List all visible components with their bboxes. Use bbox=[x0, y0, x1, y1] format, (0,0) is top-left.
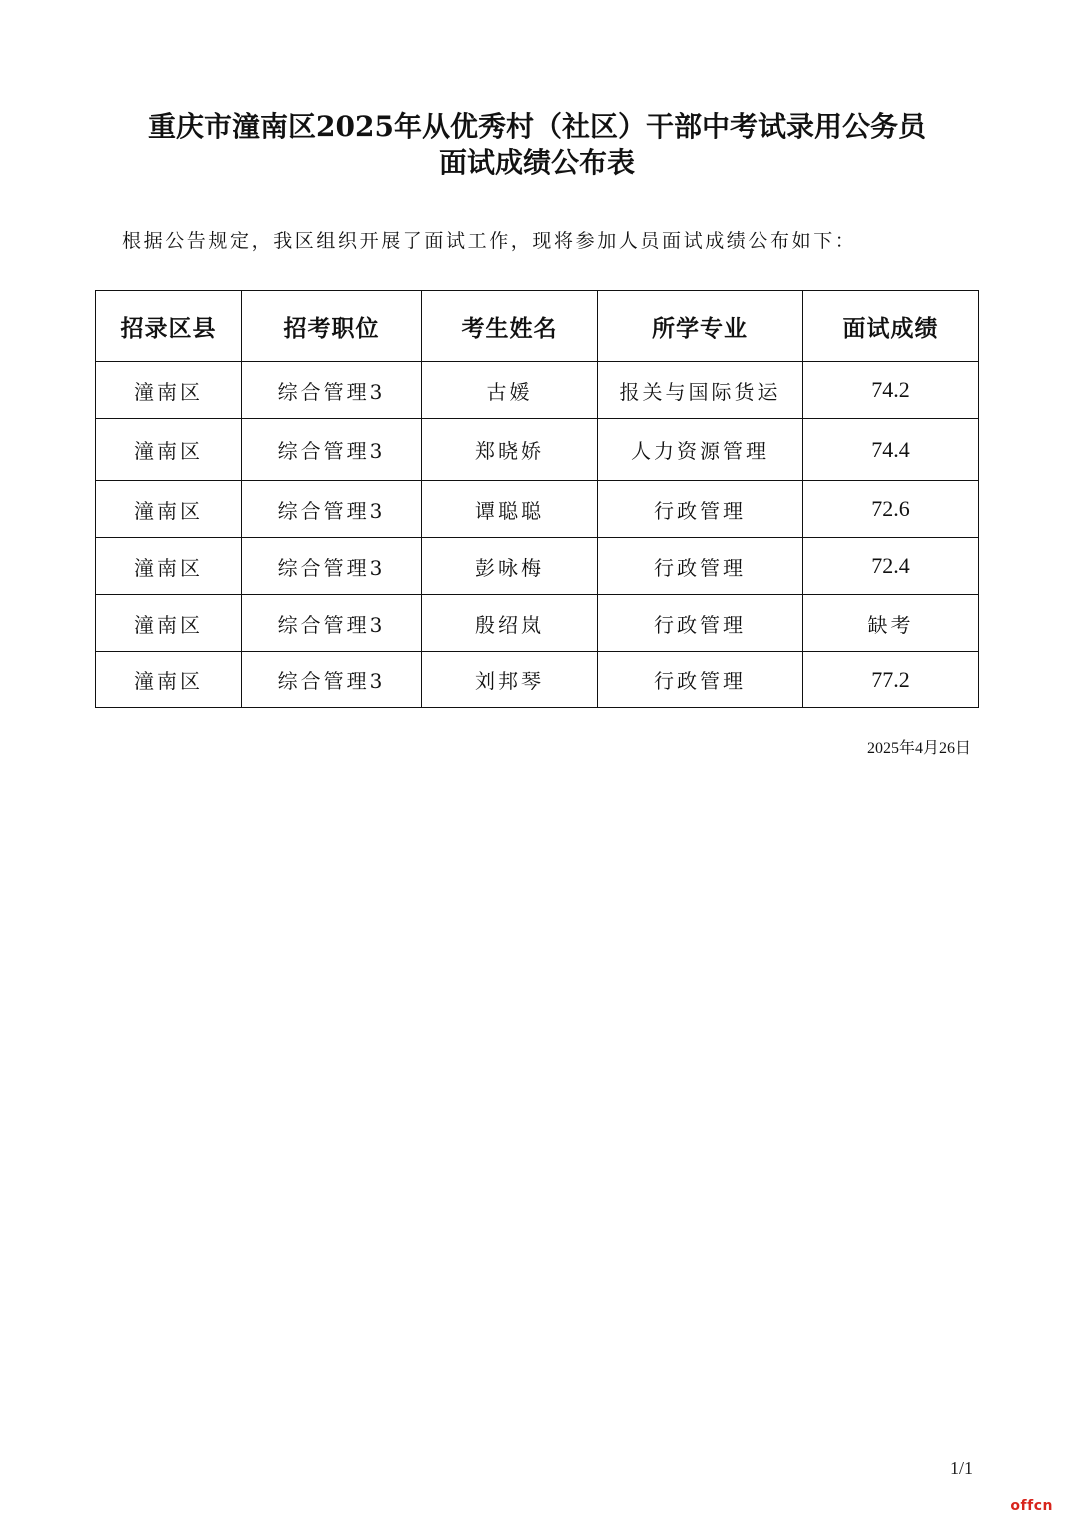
cell-district: 潼南区 bbox=[96, 538, 242, 595]
cell-major: 行政管理 bbox=[598, 481, 803, 538]
cell-score: 77.2 bbox=[803, 652, 979, 708]
table-header-row bbox=[96, 291, 979, 362]
document-title-line-1: 重庆市潼南区2025年从优秀村（社区）干部中考试录用公务员 bbox=[148, 110, 926, 143]
cell-major: 人力资源管理 bbox=[598, 419, 803, 481]
table-row bbox=[96, 652, 979, 708]
header-major: 所学专业 bbox=[598, 291, 803, 362]
cell-score: 缺考 bbox=[803, 595, 979, 652]
header-name: 考生姓名 bbox=[422, 291, 598, 362]
score-table bbox=[95, 290, 979, 708]
cell-position: 综合管理3 bbox=[242, 538, 422, 595]
cell-position: 综合管理3 bbox=[242, 419, 422, 481]
watermark-logo: offcn bbox=[1010, 1498, 1053, 1514]
cell-district: 潼南区 bbox=[96, 595, 242, 652]
table-row bbox=[96, 481, 979, 538]
header-score: 面试成绩 bbox=[803, 291, 979, 362]
cell-score: 74.2 bbox=[803, 362, 979, 419]
cell-score: 72.4 bbox=[803, 538, 979, 595]
cell-name: 古媛 bbox=[422, 362, 598, 419]
cell-position: 综合管理3 bbox=[242, 362, 422, 419]
cell-name: 郑晓娇 bbox=[422, 419, 598, 481]
cell-district: 潼南区 bbox=[96, 481, 242, 538]
table-row bbox=[96, 362, 979, 419]
page-number: 1/1 bbox=[949, 1458, 973, 1478]
publish-date: 2025年4月26日 bbox=[866, 740, 971, 757]
cell-major: 行政管理 bbox=[598, 538, 803, 595]
cell-position: 综合管理3 bbox=[242, 595, 422, 652]
intro-paragraph: 根据公告规定，我区组织开展了面试工作，现将参加人员面试成绩公布如下： bbox=[122, 230, 857, 252]
cell-district: 潼南区 bbox=[96, 419, 242, 481]
cell-name: 刘邦琴 bbox=[422, 652, 598, 708]
cell-major: 报关与国际货运 bbox=[598, 362, 803, 419]
cell-major: 行政管理 bbox=[598, 595, 803, 652]
table-row bbox=[96, 419, 979, 481]
cell-major: 行政管理 bbox=[598, 652, 803, 708]
cell-name: 殷绍岚 bbox=[422, 595, 598, 652]
cell-score: 72.6 bbox=[803, 481, 979, 538]
cell-name: 彭咏梅 bbox=[422, 538, 598, 595]
header-position: 招考职位 bbox=[242, 291, 422, 362]
header-district: 招录区县 bbox=[96, 291, 242, 362]
document-title-line-2: 面试成绩公布表 bbox=[438, 146, 635, 179]
cell-position: 综合管理3 bbox=[242, 481, 422, 538]
cell-district: 潼南区 bbox=[96, 652, 242, 708]
cell-name: 谭聪聪 bbox=[422, 481, 598, 538]
cell-score: 74.4 bbox=[803, 419, 979, 481]
cell-district: 潼南区 bbox=[96, 362, 242, 419]
cell-position: 综合管理3 bbox=[242, 652, 422, 708]
table-row bbox=[96, 538, 979, 595]
table-row bbox=[96, 595, 979, 652]
